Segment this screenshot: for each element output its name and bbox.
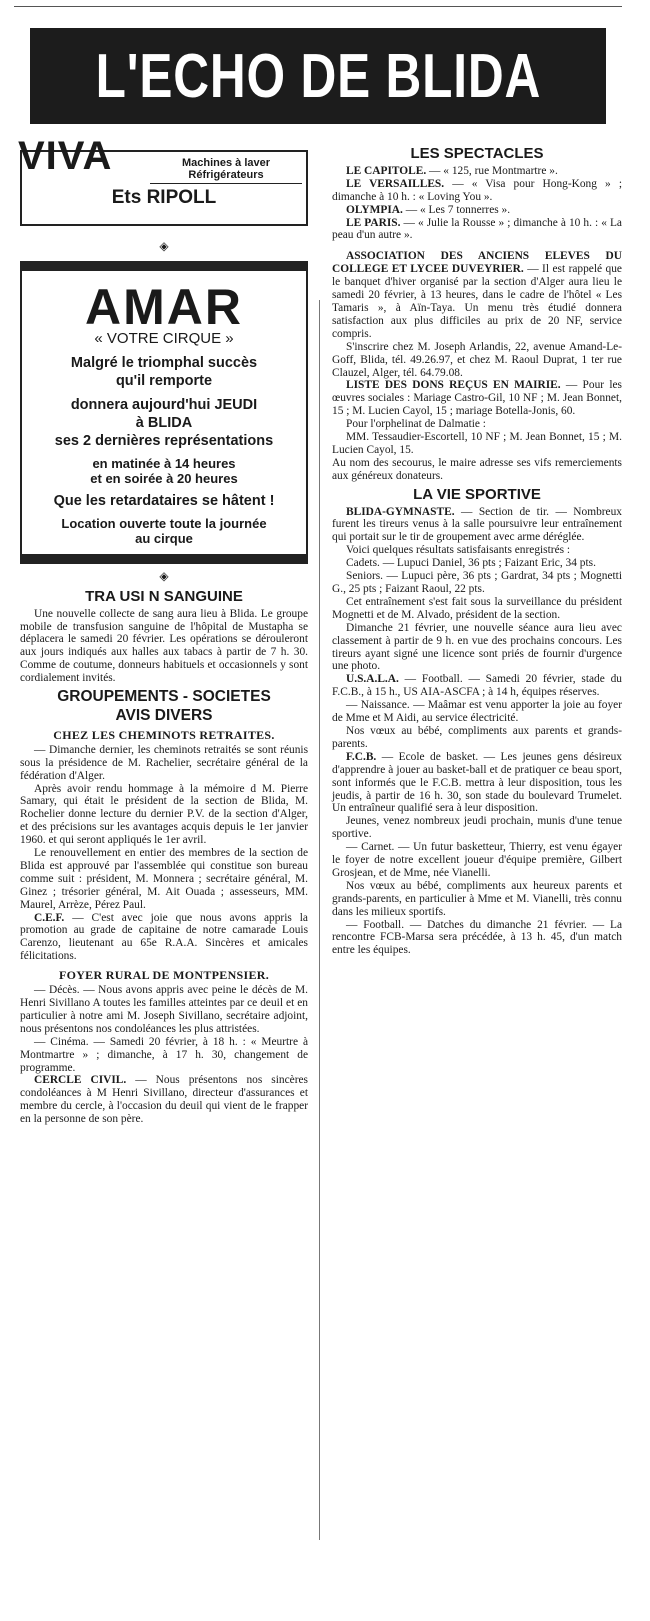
paris-text: — « Julie la Rousse » ; dimanche à 10 h. : « La peau d'un autre ». <box>332 216 622 242</box>
viva-brand: VIVA <box>18 134 113 178</box>
cheminots-paragraph: Le renouvellement en entier des membres de la section de Blida est approuvé par l'assemblée qui constitue son bureau comme suit : président, M. Monnera ; secrétaire général, M. Ginez ; trésorier général, M. Ait Ouada ; assesseurs, MM. Maurel, Arrèze, Pérez Paul. <box>20 847 308 911</box>
dons-paragraph: MM. Tessaudier-Escortell, 10 NF ; M. Jean Bonnet, 15 ; M. Lucien Cayol, 15. <box>332 431 622 456</box>
amar-advert <box>20 261 308 564</box>
fcb-text: — Ecole de basket. — Les jeunes gens désireux d'apprendre à jouer au basket-ball et de pratiquer ce beau sport, sont informés que le F.C.B. mettra à leur disposition, tous les jeudis, à partir de 16 h. 30, son stade du boulevard Trumelet. Un entraîneur qualifié sera à leur disposition. <box>332 750 622 815</box>
association-lead: ASSOCIATION DES ANCIENS ELEVES DU COLLEGE ET LYCEE DUVEYRIER. <box>332 250 622 276</box>
sport-paragraph <box>332 673 622 699</box>
amar-line: au cirque <box>135 530 193 546</box>
viva-company: Ets RIPOLL <box>111 187 217 208</box>
cinema-paragraph: — Cinéma. — Samedi 20 février, à 18 h. : « Meurtre à Montmartre » ; dimanche, à 17 h. 30, changement de programme. <box>20 1035 308 1074</box>
sport-paragraph: Cadets. — Lupuci Daniel, 36 pts ; Faizant Eric, 34 pts. <box>346 557 596 570</box>
sport-paragraph <box>332 506 622 545</box>
cercle-text: — Nous présentons nos sincères condoléances à M Henri Sivillano, directeur d'assurances et membre du cercle, à l'occasion du deuil qui vient de le frapper en la personne de son père. <box>20 1074 308 1126</box>
cheminots-paragraph: Après avoir rendu hommage à la mémoire d M. Pierre Samary, qui était le président de la section de Blida, M. Rochelier donne lecture du dernier P.V. de la section d'Alger, et des précisions sur les avantages acquis depuis le 1er janvier 1960. et qui seront appliqués le 1er avril. <box>20 782 308 847</box>
cercle-paragraph <box>20 1074 308 1126</box>
sport-paragraph: Nos vœux au bébé, compliments aux parents et grands-parents. <box>332 724 622 750</box>
olympia-text: — « Les 7 tonnerres ». <box>402 203 511 216</box>
capitole-text: — « 125, rue Montmartre ». <box>426 164 558 177</box>
transfusion-text: Une nouvelle collecte de sang aura lieu à Blida. Le groupe mobile de transfusion sanguine de l'hôpital de Mustapha se déplacera le samedi 20 février. Les opérations se dérouleront aux jours indiqués aux halles aux tabacs à partir de 7 h. 30. Comme de coutume, donneurs habituels et occasionnels y sont cordialement invités. <box>20 607 308 685</box>
amar-line: donnera aujourd'hui JEUDI <box>70 396 258 413</box>
association-paragraph: S'inscrire chez M. Joseph Arlandis, 22, avenue Amand-Le-Goff, Blida, tél. 49.26.97, et chez M. Raoul Duprat, 1 ter rue Clauzel, Alger, tél. 64.79.08. <box>332 340 622 379</box>
spectacle-item <box>332 178 622 204</box>
deces-paragraph: — Décès. — Nous avons appris avec peine le décès de M. Henri Sivillano A toutes les familles atteintes par ce deuil et en particulier à notre ami M. Joseph Sivillano, secrétaire adjoint, nous présentons nos condoléances les plus attristées. <box>20 984 308 1035</box>
usala-text: — Football. — Samedi 20 février, stade du F.C.B., à 15 h., US AIA-ASCFA ; à 14 h, équipes réserves. <box>332 673 622 699</box>
cef-lead: C.E.F. <box>34 911 65 924</box>
amar-line: Malgré le triomphal succès <box>70 354 258 371</box>
transfusion-title: TRA USI N SANGUINE <box>85 587 243 605</box>
cercle-lead: CERCLE CIVIL. <box>34 1074 127 1087</box>
separator-ornament: ◈ <box>159 239 169 253</box>
amar-line: Que les retardataires se hâtent ! <box>53 492 275 509</box>
olympia-lead: OLYMPIA. <box>346 203 403 216</box>
versailles-lead: LE VERSAILLES. <box>346 177 445 190</box>
amar-line: ses 2 dernières représentations <box>54 432 274 449</box>
versailles-text: — « Visa pour Hong-Kong » ; dimanche à 10 h. : « Loving You ». <box>332 177 622 203</box>
cheminots-title: CHEZ LES CHEMINOTS RETRAITES. <box>53 727 275 742</box>
amar-line: Location ouverte toute la journée <box>61 515 267 531</box>
sport-paragraph: Jeunes, venez nombreux jeudi prochain, munis d'une tenue sportive. <box>332 815 622 841</box>
column-divider <box>319 300 320 1540</box>
amar-line: à BLIDA <box>135 414 193 431</box>
viva-line1: Machines à laver <box>181 157 271 169</box>
sport-paragraph: Voici quelques résultats satisfaisants enregistrés : <box>346 544 571 557</box>
viva-advert <box>18 134 308 226</box>
foyer-title: FOYER RURAL DE MONTPENSIER. <box>58 968 270 983</box>
spectacles-title: LES SPECTACLES <box>410 145 544 162</box>
sport-paragraph: Seniors. — Lupuci père, 36 pts ; Gardrat, 34 pts ; Mognetti G., 25 pts ; Faizant Raoul, 22 pts. <box>332 570 622 595</box>
sport-paragraph: — Carnet. — Un futur basketteur, Thierry, est venu égayer le foyer de notre excellent joueur d'équipe première, Gilbert Grosjean, et de Mme, née Vianelli. <box>332 841 622 879</box>
cheminots-paragraph: — Dimanche dernier, les cheminots retraités se sont réunis sous la présidence de M. Rachelier, secrétaire général de la fédération d'Alger. <box>20 743 308 782</box>
capitole-lead: LE CAPITOLE. <box>346 164 427 177</box>
viva-products <box>150 157 302 184</box>
association-text: — Il est rappelé que le banquet d'hiver organisé par la section d'Alger aura lieu le samedi 20 février, à 13 heures, dans le cadre de l'hôtel « Les Tamaris », à Aïn-Taya. Un menu très étudié donnera satisfaction aux plus difficiles au prix de 20 NF, service compris. <box>332 263 622 340</box>
usala-lead: U.S.A.L.A. <box>346 673 399 686</box>
amar-title: AMAR <box>85 278 243 335</box>
sport-paragraph: Nos vœux au bébé, compliments aux heureux parents et grands-parents, en particulier à Mme et M. Vianelli, très connu dans les milieux sportifs. <box>332 879 622 918</box>
masthead <box>30 28 606 124</box>
amar-line: et en soirée à 20 heures <box>90 470 238 486</box>
groupements-title: GROUPEMENTS - SOCIETES <box>57 688 271 706</box>
sport-paragraph: — Football. — Datches du dimanche 21 février. — La rencontre FCB-Marsa sera précédée, à 13 h. 45, d'un match entre les équipes. <box>332 918 622 957</box>
blida-gymnaste-lead: BLIDA-GYMNASTE. <box>346 505 455 518</box>
separator-ornament: ◈ <box>159 568 169 583</box>
right-column <box>332 145 622 957</box>
spectacle-item <box>332 217 622 243</box>
sport-paragraph: — Naissance. — Maâmar est venu apporter la joie au foyer de Mme et M Aidi, au service électricité. <box>332 699 622 725</box>
blida-gymnaste-text: — Section de tir. — Nombreux furent les tireurs venus à la salle poursuivre leur entraînement qui portait sur le tir de groupement avec arme déréglée. <box>332 505 622 544</box>
spectacle-item <box>332 165 622 178</box>
paris-lead: LE PARIS. <box>346 216 401 229</box>
dons-lead: LISTE DES DONS REÇUS EN MAIRIE. <box>346 379 561 392</box>
cef-text: — C'est avec joie que nous avons appris la promotion au grade de capitaine de notre camarade Louis Carenzo, lieutenant au 65e R.A.A. Sincères et amicales félicitations. <box>20 911 308 963</box>
sport-paragraph <box>332 751 622 816</box>
sport-paragraph: Dimanche 21 février, une nouvelle séance aura lieu avec classement à partir de 9 h. en vue des prochains concours. Les tireurs ayant signé une licence sont priés de fournir d'urgence une photo. <box>332 621 622 673</box>
sport-paragraph: Cet entraînement s'est fait sous la surveillance du président Mognetti et de M. Alvado, président de la section. <box>332 595 622 621</box>
top-rule <box>14 6 622 7</box>
viva-line2: Réfrigérateurs <box>188 169 264 181</box>
dons-paragraph: Pour l'orphelinat de Dalmatie : <box>346 418 486 431</box>
avis-divers-title: AVIS DIVERS <box>115 706 213 724</box>
left-column <box>18 134 308 1126</box>
dons-paragraph: Au nom des secourus, le maire adresse ses vifs remerciements aux généreux donateurs. <box>332 456 622 482</box>
association-paragraph <box>332 250 622 340</box>
dons-text: — Pour les œuvres sociales : Mariage Castro-Gil, 10 NF ; M. Jean Bonnet, 15 ; M. Lucien Cayol, 15 ; mariage Botella-Jonis, 60. <box>332 379 622 418</box>
cef-paragraph <box>20 912 308 964</box>
masthead-title: L'ECHO DE BLIDA <box>95 41 541 111</box>
spectacle-item <box>332 204 622 217</box>
fcb-lead: F.C.B. <box>346 750 377 763</box>
amar-line: en matinée à 14 heures <box>92 455 236 471</box>
dons-paragraph <box>332 379 622 418</box>
sport-title: LA VIE SPORTIVE <box>413 485 541 503</box>
amar-slogan: « VOTRE CIRQUE » <box>94 329 234 347</box>
amar-line: qu'il remporte <box>115 372 213 389</box>
